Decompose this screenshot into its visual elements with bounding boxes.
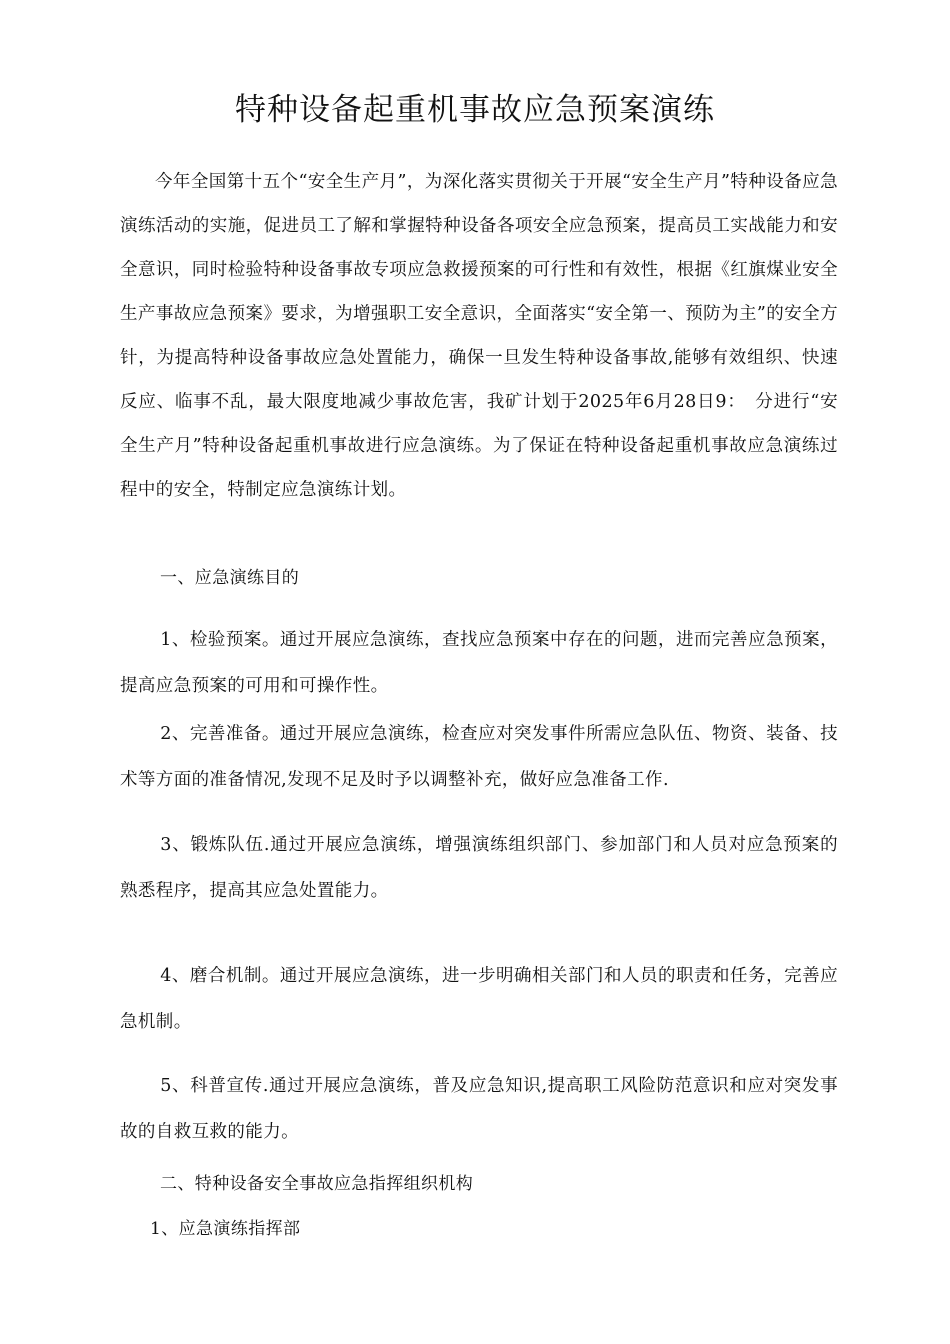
intro-paragraph: 今年全国第十五个“安全生产月”，为深化落实贯彻关于开展“安全生产月”特种设备应急演练活动的实施，促进员工了解和掌握特种设备各项安全应急预案，提高员工实战能力和安全意识，同时检验特种设备事故专项应急救援预案的可行性和有效性，根据《红旗煤业安全生产事故应急预案》要求，为增强职工安全意识，全面落实“安全第一、预防为主”的安全方针，为提高特种设备事故应急处置能力，确保一旦发生特种设备事故,能够有效组织、快速反应、临事不乱，最大限度地减少事故危害，我矿计划于2025年6月28日9： 分进行“安全生产月”特种设备起重机事故进行应急演练。为了保证在特种设备起重机事故应急演练过程中的安全，特制定应急演练计划。: [120, 172, 838, 500]
section-heading-purpose: 一、应急演练目的: [160, 568, 300, 588]
purpose-item-5: 5、科普宣传.通过开展应急演练，普及应急知识,提高职工风险防范意识和应对突发事故的自救互救的能力。: [120, 1076, 838, 1142]
document-title: 特种设备起重机事故应急预案演练: [235, 92, 715, 128]
purpose-item-4: 4、磨合机制。通过开展应急演练，进一步明确相关部门和人员的职责和任务，完善应急机制。: [120, 966, 838, 1032]
purpose-item-2: 2、完善准备。通过开展应急演练，检查应对突发事件所需应急队伍、物资、装备、技术等方面的准备情况,发现不足及时予以调整补充，做好应急准备工作.: [120, 724, 838, 790]
section-heading-organization: 二、特种设备安全事故应急指挥组织机构: [160, 1174, 474, 1194]
purpose-item-3: 3、锻炼队伍.通过开展应急演练，增强演练组织部门、参加部门和人员对应急预案的熟悉程序，提高其应急处置能力。: [120, 835, 838, 901]
subsection-heading-command: 1、应急演练指挥部: [150, 1219, 301, 1239]
purpose-item-1: 1、检验预案。通过开展应急演练，查找应急预案中存在的问题，进而完善应急预案，提高应急预案的可用和可操作性。: [120, 630, 838, 696]
